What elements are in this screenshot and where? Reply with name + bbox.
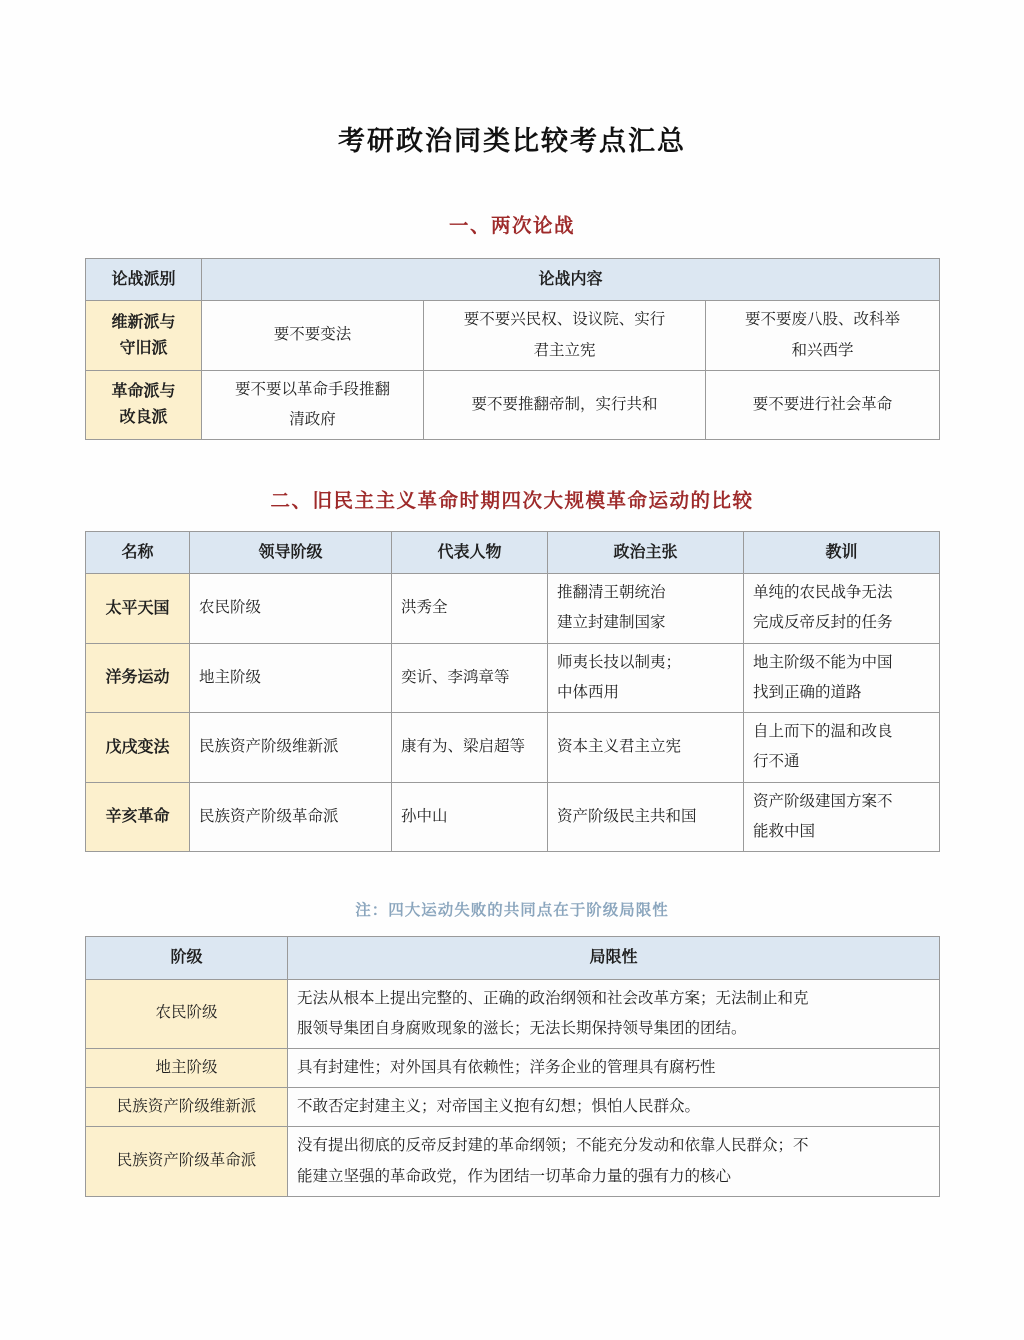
table-header-row [86, 531, 940, 574]
cell-line: 和兴西学 [791, 341, 854, 359]
table-wrapper-debates [85, 239, 939, 440]
cell-claims-hundred-days [548, 713, 744, 782]
table-header-row [86, 258, 940, 301]
row-label-reformists [86, 301, 202, 370]
column-header-class: 阶级 [86, 936, 288, 979]
cell-limitation-bourgeois-reformists [288, 1088, 940, 1127]
label-line: 洋务运动 [105, 669, 170, 687]
spacer [85, 852, 939, 898]
table-row [86, 782, 940, 851]
cell-debate-2-1 [202, 370, 424, 439]
column-header-content: 论战内容 [202, 258, 940, 301]
cell-debate-1-2 [424, 301, 706, 370]
row-label-bourgeois-revolutionaries [86, 1127, 288, 1196]
cell-line: 单纯的农民战争无法 [753, 584, 893, 602]
column-header-lessons: 教训 [744, 531, 940, 574]
table-limitations [85, 936, 940, 1197]
row-label-revolutionaries [86, 370, 202, 439]
cell-line: 不敢否定封建主义；对帝国主义抱有幻想；惧怕人民群众。 [297, 1098, 701, 1116]
cell-figures-taiping [392, 574, 548, 643]
cell-line: 行不通 [753, 753, 800, 771]
cell-line: 资产阶级建国方案不 [753, 792, 893, 810]
cell-line: 找到正确的道路 [753, 683, 862, 701]
column-header-claims: 政治主张 [548, 531, 744, 574]
cell-line: 资本主义君主立宪 [557, 738, 682, 756]
cell-figures-hundred-days [392, 713, 548, 782]
label-line: 维新派与 [111, 314, 176, 331]
cell-line: 能建立坚强的革命政党，作为团结一切革命力量的强有力的核心 [297, 1167, 732, 1185]
cell-line: 无法从根本上提出完整的、正确的政治纲领和社会改革方案；无法制止和克 [297, 989, 809, 1007]
cell-line: 要不要进行社会革命 [752, 395, 893, 413]
cell-figures-westernization [392, 643, 548, 712]
label-line: 民族资产阶级维新派 [116, 1097, 257, 1115]
cell-line: 没有提出彻底的反帝反封建的革命纲领；不能充分发动和依靠人民群众；不 [297, 1137, 809, 1155]
cell-figures-xinhai [392, 782, 548, 851]
table-row [86, 713, 940, 782]
table-row [86, 574, 940, 643]
row-label-landlord-class [86, 1049, 288, 1088]
cell-line: 清政府 [289, 411, 336, 429]
label-line: 革命派与 [111, 383, 176, 401]
cell-debate-2-3 [706, 370, 940, 439]
cell-line: 能救中国 [753, 822, 816, 840]
column-header-faction: 论战派别 [86, 258, 202, 301]
cell-limitation-landlord-class [288, 1049, 940, 1088]
note-text: 注：四大运动失败的共同点在于阶级局限性 [355, 901, 669, 919]
table-header-row [86, 936, 940, 979]
table-row [86, 301, 940, 370]
table-row [86, 1049, 940, 1088]
cell-line: 康有为、梁启超等 [401, 738, 526, 756]
cell-lessons-hundred-days [744, 713, 940, 782]
cell-debate-2-2 [424, 370, 706, 439]
cell-line: 洪秀全 [401, 599, 448, 617]
row-label-xinhai [86, 782, 190, 851]
cell-debate-1-3 [706, 301, 940, 370]
row-label-westernization [86, 643, 190, 712]
spacer [85, 440, 939, 490]
row-label-bourgeois-reformists [86, 1088, 288, 1127]
cell-lessons-xinhai [744, 782, 940, 851]
cell-leading-class-taiping [190, 574, 392, 643]
table-row [86, 1127, 940, 1196]
label-line: 改良派 [119, 409, 168, 427]
table-debates [85, 258, 940, 440]
column-header-name: 名称 [86, 531, 190, 574]
cell-claims-xinhai [548, 782, 744, 851]
label-line: 戊戌变法 [105, 738, 170, 756]
table-wrapper-movements [85, 514, 939, 852]
cell-line: 中体西用 [557, 683, 620, 701]
cell-line: 自上而下的温和改良 [753, 723, 893, 741]
cell-debate-1-1 [202, 301, 424, 370]
cell-line: 资产阶级民主共和国 [557, 807, 697, 825]
column-header-limitation: 局限性 [288, 936, 940, 979]
table-row [86, 979, 940, 1048]
label-line: 守旧派 [119, 339, 168, 357]
cell-line: 要不要废八股、改科举 [744, 311, 900, 329]
table-movements [85, 531, 940, 852]
cell-line: 要不要变法 [273, 326, 352, 344]
cell-line: 服领导集团自身腐败现象的滋长；无法长期保持领导集团的团结。 [297, 1019, 747, 1037]
label-line: 民族资产阶级革命派 [116, 1152, 257, 1170]
cell-line: 孙中山 [401, 807, 448, 825]
cell-line: 民族资产阶级维新派 [199, 738, 339, 756]
section-heading-2: 二、旧民主主义革命时期四次大规模革命运动的比较 [270, 491, 754, 513]
row-label-taiping [86, 574, 190, 643]
cell-line: 师夷长技以制夷； [557, 653, 682, 671]
cell-line: 君主立宪 [533, 341, 596, 359]
row-label-hundred-days [86, 713, 190, 782]
cell-claims-taiping [548, 574, 744, 643]
table-row [86, 1088, 940, 1127]
label-line: 太平天国 [105, 599, 170, 617]
cell-line: 完成反帝反封的任务 [753, 614, 893, 632]
cell-line: 要不要以革命手段推翻 [234, 380, 390, 398]
cell-line: 民族资产阶级革命派 [199, 807, 339, 825]
cell-lessons-westernization [744, 643, 940, 712]
cell-line: 要不要推翻帝制，实行共和 [471, 395, 658, 413]
label-line: 农民阶级 [155, 1004, 218, 1022]
cell-line: 推翻清王朝统治 [557, 584, 666, 602]
cell-line: 建立封建制国家 [557, 614, 666, 632]
column-header-leading-class: 领导阶级 [190, 531, 392, 574]
page-title: 考研政治同类比较考点汇总 [338, 126, 686, 156]
cell-claims-westernization [548, 643, 744, 712]
cell-limitation-bourgeois-revolutionaries [288, 1127, 940, 1196]
table-wrapper-limitations [85, 920, 939, 1197]
cell-line: 地主阶级 [199, 668, 262, 686]
cell-leading-class-westernization [190, 643, 392, 712]
cell-line: 农民阶级 [199, 599, 262, 617]
cell-line: 要不要兴民权、设议院、实行 [463, 311, 666, 329]
cell-line: 具有封建性；对外国具有依赖性；洋务企业的管理具有腐朽性 [297, 1059, 716, 1077]
label-line: 地主阶级 [155, 1058, 218, 1076]
table-row [86, 643, 940, 712]
cell-leading-class-hundred-days [190, 713, 392, 782]
table-row [86, 370, 940, 439]
cell-leading-class-xinhai [190, 782, 392, 851]
cell-line: 地主阶级不能为中国 [753, 653, 893, 671]
label-line: 辛亥革命 [105, 807, 170, 825]
cell-lessons-taiping [744, 574, 940, 643]
column-header-figures: 代表人物 [392, 531, 548, 574]
row-label-peasant-class [86, 979, 288, 1048]
cell-limitation-peasant-class [288, 979, 940, 1048]
cell-line: 奕䜣、李鸿章等 [401, 668, 510, 686]
section-heading-1: 一、两次论战 [448, 216, 575, 238]
